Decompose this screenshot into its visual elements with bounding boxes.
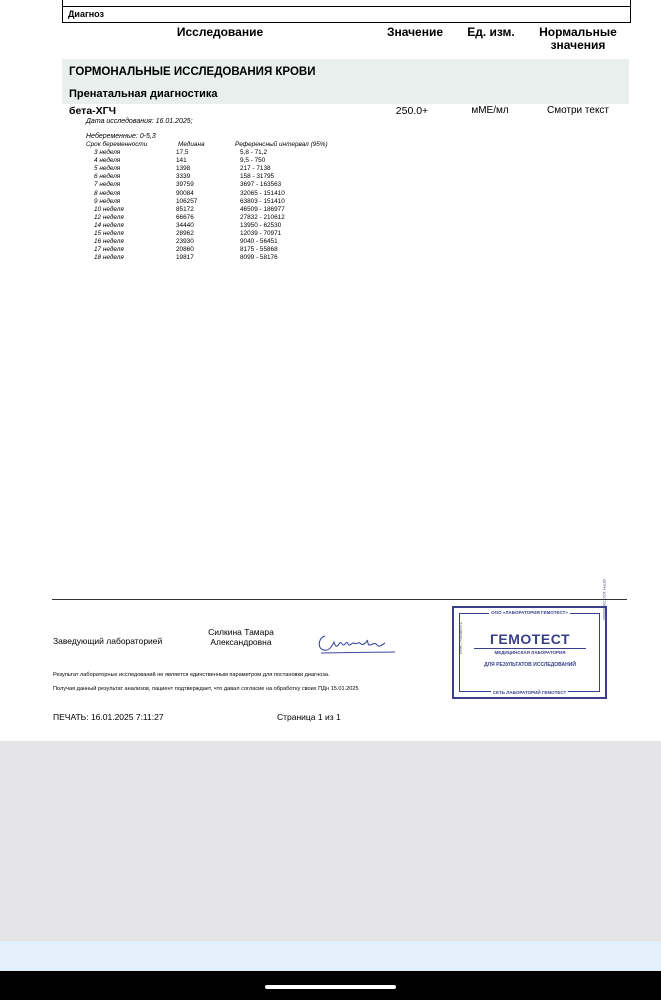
page-number: Страница 1 из 1 bbox=[277, 712, 341, 722]
ref-term: 7 неделя bbox=[94, 181, 121, 189]
stamp-brand: ГЕМОТЕСТ bbox=[489, 631, 571, 647]
subsection-title: Пренатальная диагностика bbox=[69, 88, 218, 100]
print-date: ПЕЧАТЬ: 16.01.2025 7:11:27 bbox=[53, 712, 164, 722]
test-name: бета-ХГЧ bbox=[69, 105, 116, 117]
stamp-results-text: ДЛЯ РЕЗУЛЬТАТОВ ИССЛЕДОВАНИЙ bbox=[484, 662, 576, 668]
ref-median: 3339 bbox=[176, 173, 191, 181]
ref-median: 23930 bbox=[176, 238, 194, 246]
ref-median: 34440 bbox=[176, 221, 194, 229]
stamp-bottom-text: СЕТЬ ЛАБОРАТОРИЙ ГЕМОТЕСТ bbox=[492, 690, 567, 695]
ref-term: 18 неделя bbox=[94, 254, 124, 262]
ref-term: 15 неделя bbox=[94, 230, 124, 238]
ref-median: 106257 bbox=[176, 197, 198, 205]
ref-interval: 12039 - 70971 bbox=[240, 230, 282, 238]
ref-term: 3 неделя bbox=[94, 149, 121, 157]
ref-interval: 158 - 31795 bbox=[240, 173, 275, 181]
ref-interval: 13950 - 62530 bbox=[240, 221, 282, 229]
ref-median: 90084 bbox=[176, 189, 194, 197]
ref-median: 85172 bbox=[176, 205, 194, 213]
column-header-value: Значение bbox=[386, 25, 444, 39]
diagnosis-box bbox=[62, 0, 631, 23]
ref-term: 4 неделя bbox=[94, 157, 121, 165]
ref-header-interval: Референсный интервал (95%) bbox=[235, 141, 328, 148]
ref-interval: 27832 - 210612 bbox=[240, 213, 285, 221]
ref-interval: 9040 - 56451 bbox=[240, 238, 278, 246]
ref-interval: 8175 - 55868 bbox=[240, 246, 278, 254]
ref-term: 9 неделя bbox=[94, 197, 121, 205]
test-norm: Смотри текст bbox=[546, 105, 610, 116]
test-unit: мМЕ/мл bbox=[471, 105, 509, 116]
test-date: Дата исследования: 16.01.2025; bbox=[86, 118, 193, 125]
ref-term: 10 неделя bbox=[94, 205, 124, 213]
section-title: ГОРМОНАЛЬНЫЕ ИССЛЕДОВАНИЯ КРОВИ bbox=[69, 66, 316, 78]
test-value: 250.0+ bbox=[395, 105, 429, 117]
ref-term: 14 неделя bbox=[94, 221, 124, 229]
stamp-inn: ИНН 7709385571 bbox=[458, 621, 463, 654]
ref-header-median: Медиана bbox=[178, 141, 205, 148]
ref-median: 19817 bbox=[176, 254, 194, 262]
ref-header-term: Срок беременности bbox=[86, 141, 148, 148]
ref-interval: 8099 - 58176 bbox=[240, 254, 278, 262]
viewer-bottom-strip bbox=[0, 941, 661, 971]
signature-image bbox=[315, 628, 397, 658]
head-of-lab-label: Заведующий лабораторией bbox=[53, 636, 163, 646]
home-indicator[interactable] bbox=[265, 985, 396, 989]
ref-interval: 217 - 7138 bbox=[240, 165, 271, 173]
column-header-study: Исследование bbox=[176, 25, 264, 39]
ref-median: 141 bbox=[176, 157, 187, 165]
ref-interval: 9,5 - 750 bbox=[240, 157, 266, 165]
column-header-unit: Ед. изм. bbox=[467, 25, 515, 39]
stamp-top-text: ООО «ЛАБОРАТОРИЯ ГЕМОТЕСТ» bbox=[491, 610, 568, 615]
ref-term: 6 неделя bbox=[94, 173, 121, 181]
stamp-subtitle: МЕДИЦИНСКАЯ ЛАБОРАТОРИЯ bbox=[474, 648, 586, 655]
ref-median: 66676 bbox=[176, 213, 194, 221]
ref-median: 39759 bbox=[176, 181, 194, 189]
column-header-norm: Нормальные значения bbox=[539, 25, 617, 52]
diagnosis-label: Диагноз bbox=[68, 9, 104, 19]
ref-median: 1398 bbox=[176, 165, 191, 173]
ref-term: 16 неделя bbox=[94, 238, 124, 246]
consent-text: Получая данный результат анализов, пациент подтверждает, что давал согласие на обработку своих ПДн 15.01.2025 bbox=[53, 686, 359, 692]
viewer-background bbox=[0, 741, 661, 941]
stamp-inner-frame bbox=[458, 579, 607, 695]
ref-median: 17,5 bbox=[176, 149, 189, 157]
footer-rule bbox=[52, 599, 627, 600]
ref-median: 20860 bbox=[176, 246, 194, 254]
ref-median: 28962 bbox=[176, 230, 194, 238]
ref-term: 17 неделя bbox=[94, 246, 124, 254]
ref-interval: 5,8 - 71,2 bbox=[240, 149, 268, 157]
disclaimer-text: Результат лабораторных исследований не является единственным параметром для постановки диагноза. bbox=[53, 672, 330, 678]
ref-interval: 63803 - 151410 bbox=[240, 197, 285, 205]
ref-interval: 3697 - 163563 bbox=[240, 181, 282, 189]
stamp-ogrn: ОГРН 1027709005842 bbox=[602, 579, 607, 620]
ref-term: 12 неделя bbox=[94, 213, 124, 221]
ref-interval: 46509 - 186977 bbox=[240, 205, 285, 213]
lab-stamp bbox=[452, 579, 607, 699]
ref-term: 5 неделя bbox=[94, 165, 121, 173]
head-of-lab-name: Силкина Тамара Александровна bbox=[208, 627, 274, 647]
ref-term: 8 неделя bbox=[94, 189, 121, 197]
non-pregnant-reference: Небеременные: 0-5,3 bbox=[86, 133, 156, 140]
ref-interval: 32065 - 151410 bbox=[240, 189, 285, 197]
